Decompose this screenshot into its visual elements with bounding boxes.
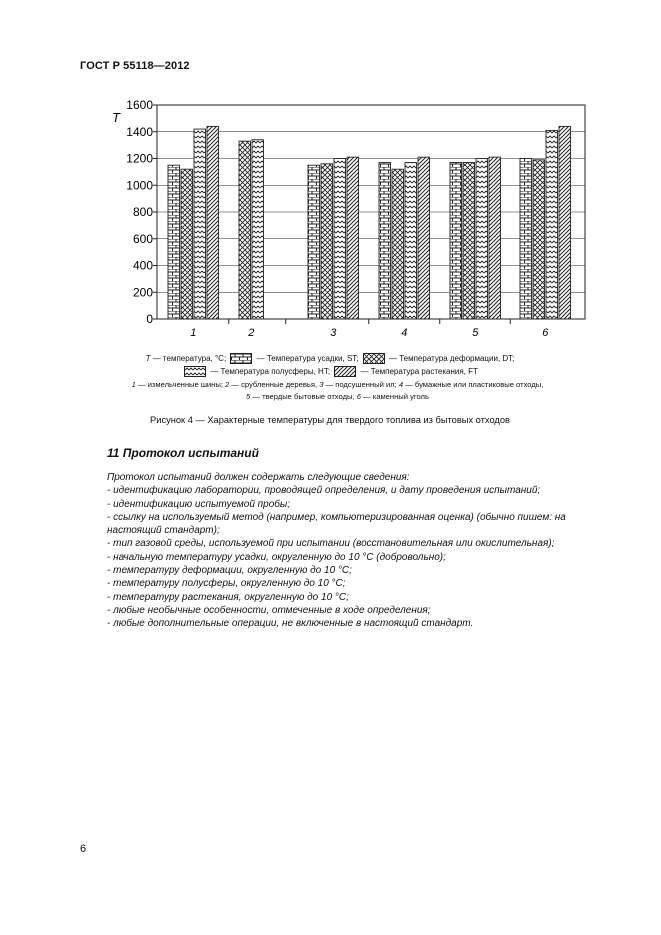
bar-ht	[546, 130, 558, 319]
y-tick-label: 1000	[126, 178, 153, 193]
legend-ft-text: — Температура растекания, FT	[358, 367, 478, 376]
sample-text: — измельченные шины;	[135, 380, 226, 389]
bar-st	[308, 165, 320, 319]
bar-ht	[476, 159, 488, 320]
category-label: 2	[248, 327, 255, 339]
y-tick-label: 800	[132, 205, 153, 219]
temperature-bar-chart	[100, 95, 590, 345]
y-tick-label: 1400	[126, 124, 153, 139]
bar-ht	[194, 129, 206, 319]
body-line: - начальную температуру усадки, округленную до 10 °С (добровольно);	[107, 551, 446, 563]
document-header: ГОСТ Р 55118—2012	[80, 60, 190, 72]
category-label: 4	[401, 327, 408, 339]
bar-ft	[559, 126, 571, 319]
bar-ht	[334, 159, 346, 320]
category-label: 5	[472, 327, 479, 339]
page-number: 6	[80, 843, 87, 855]
body-line: - любые дополнительные операции, не включенные в настоящий стандарт.	[107, 618, 474, 630]
sample-num: 3	[319, 380, 324, 389]
bar-ft	[207, 126, 219, 319]
chart-legend	[60, 352, 600, 378]
body-line: - температуру растекания, округленную до 10 °С;	[107, 591, 349, 603]
legend-dt-text: — Температура деформации, DT;	[386, 354, 515, 363]
bar-dt	[239, 141, 251, 319]
section-body	[107, 471, 622, 631]
bar-st	[379, 163, 391, 319]
sample-text: — бумажные или пластиковые отходы,	[403, 380, 544, 389]
bar-dt	[181, 169, 193, 319]
sample-num: 5	[246, 392, 251, 401]
legend-st-text: — Температура усадки, ST;	[254, 354, 359, 363]
legend-t-text: — температура, °C;	[150, 354, 227, 363]
section-title: 11 Протокол испытаний	[107, 446, 259, 460]
sample-num: 1	[131, 380, 136, 389]
y-tick-label: 1600	[126, 98, 153, 112]
legend-swatch-ft	[334, 366, 356, 377]
body-line: - идентификацию испытуемой пробы;	[107, 498, 291, 510]
y-tick-label: 400	[132, 258, 153, 273]
body-line: настоящий стандарт);	[107, 525, 220, 537]
body-line: - температуру деформации, округленную до 10 °С;	[107, 565, 352, 577]
body-line: - любые необычные особенности, отмеченные в ходе определения;	[107, 604, 431, 616]
sample-text: — твердые бытовые отходы,	[250, 392, 357, 401]
bar-dt	[463, 163, 475, 319]
legend-swatch-dt	[363, 353, 385, 364]
category-label: 6	[542, 327, 549, 339]
legend-swatch-st	[230, 353, 252, 364]
y-tick-label: 1200	[126, 151, 153, 166]
bar-ht	[252, 140, 264, 319]
body-line: - идентификацию лаборатории, проводящей определения, и дату проведения испытаний;	[107, 485, 541, 497]
sample-text: — срубленные деревья,	[229, 380, 320, 389]
sample-legend	[60, 379, 615, 403]
sample-text: — подсушенный ил;	[323, 380, 399, 389]
bar-st	[520, 159, 532, 320]
legend-t-symbol: T	[145, 354, 151, 363]
figure-caption: Рисунок 4 — Характерные температуры для твердого топлива из бытовых отходов	[150, 415, 510, 425]
bar-dt	[533, 160, 545, 319]
bar-ft	[418, 157, 430, 319]
sample-num: 4	[398, 380, 404, 389]
y-tick-label: 200	[132, 285, 153, 300]
bar-st	[450, 163, 462, 319]
category-label: 3	[330, 327, 337, 339]
bar-ht	[405, 163, 417, 319]
body-line: - тип газовой среды, используемой при испытании (восстановительная или окислительная);	[107, 538, 555, 550]
body-line: - температуру полусферы, округленную до 10 °С;	[107, 578, 346, 590]
y-axis-label: T	[112, 110, 120, 125]
bar-st	[168, 165, 180, 319]
bar-ft	[347, 157, 359, 319]
legend-ht-text: — Температура полусферы, HT;	[208, 367, 331, 376]
legend-swatch-ht	[184, 366, 206, 377]
sample-num: 6	[356, 392, 361, 401]
bar-dt	[321, 164, 333, 319]
body-line: - ссылку на используемый метод (например, компьютеризированная оценка) (обычно пишем: на	[107, 511, 566, 523]
sample-text: — каменный уголь	[360, 392, 429, 401]
body-line: Протокол испытаний должен содержать следующие сведения:	[107, 472, 410, 483]
y-tick-label: 0	[146, 312, 153, 326]
category-label: 1	[190, 327, 197, 339]
sample-num: 2	[225, 380, 230, 389]
bar-dt	[392, 169, 404, 319]
bar-ft	[489, 157, 501, 319]
y-tick-label: 600	[132, 231, 153, 246]
